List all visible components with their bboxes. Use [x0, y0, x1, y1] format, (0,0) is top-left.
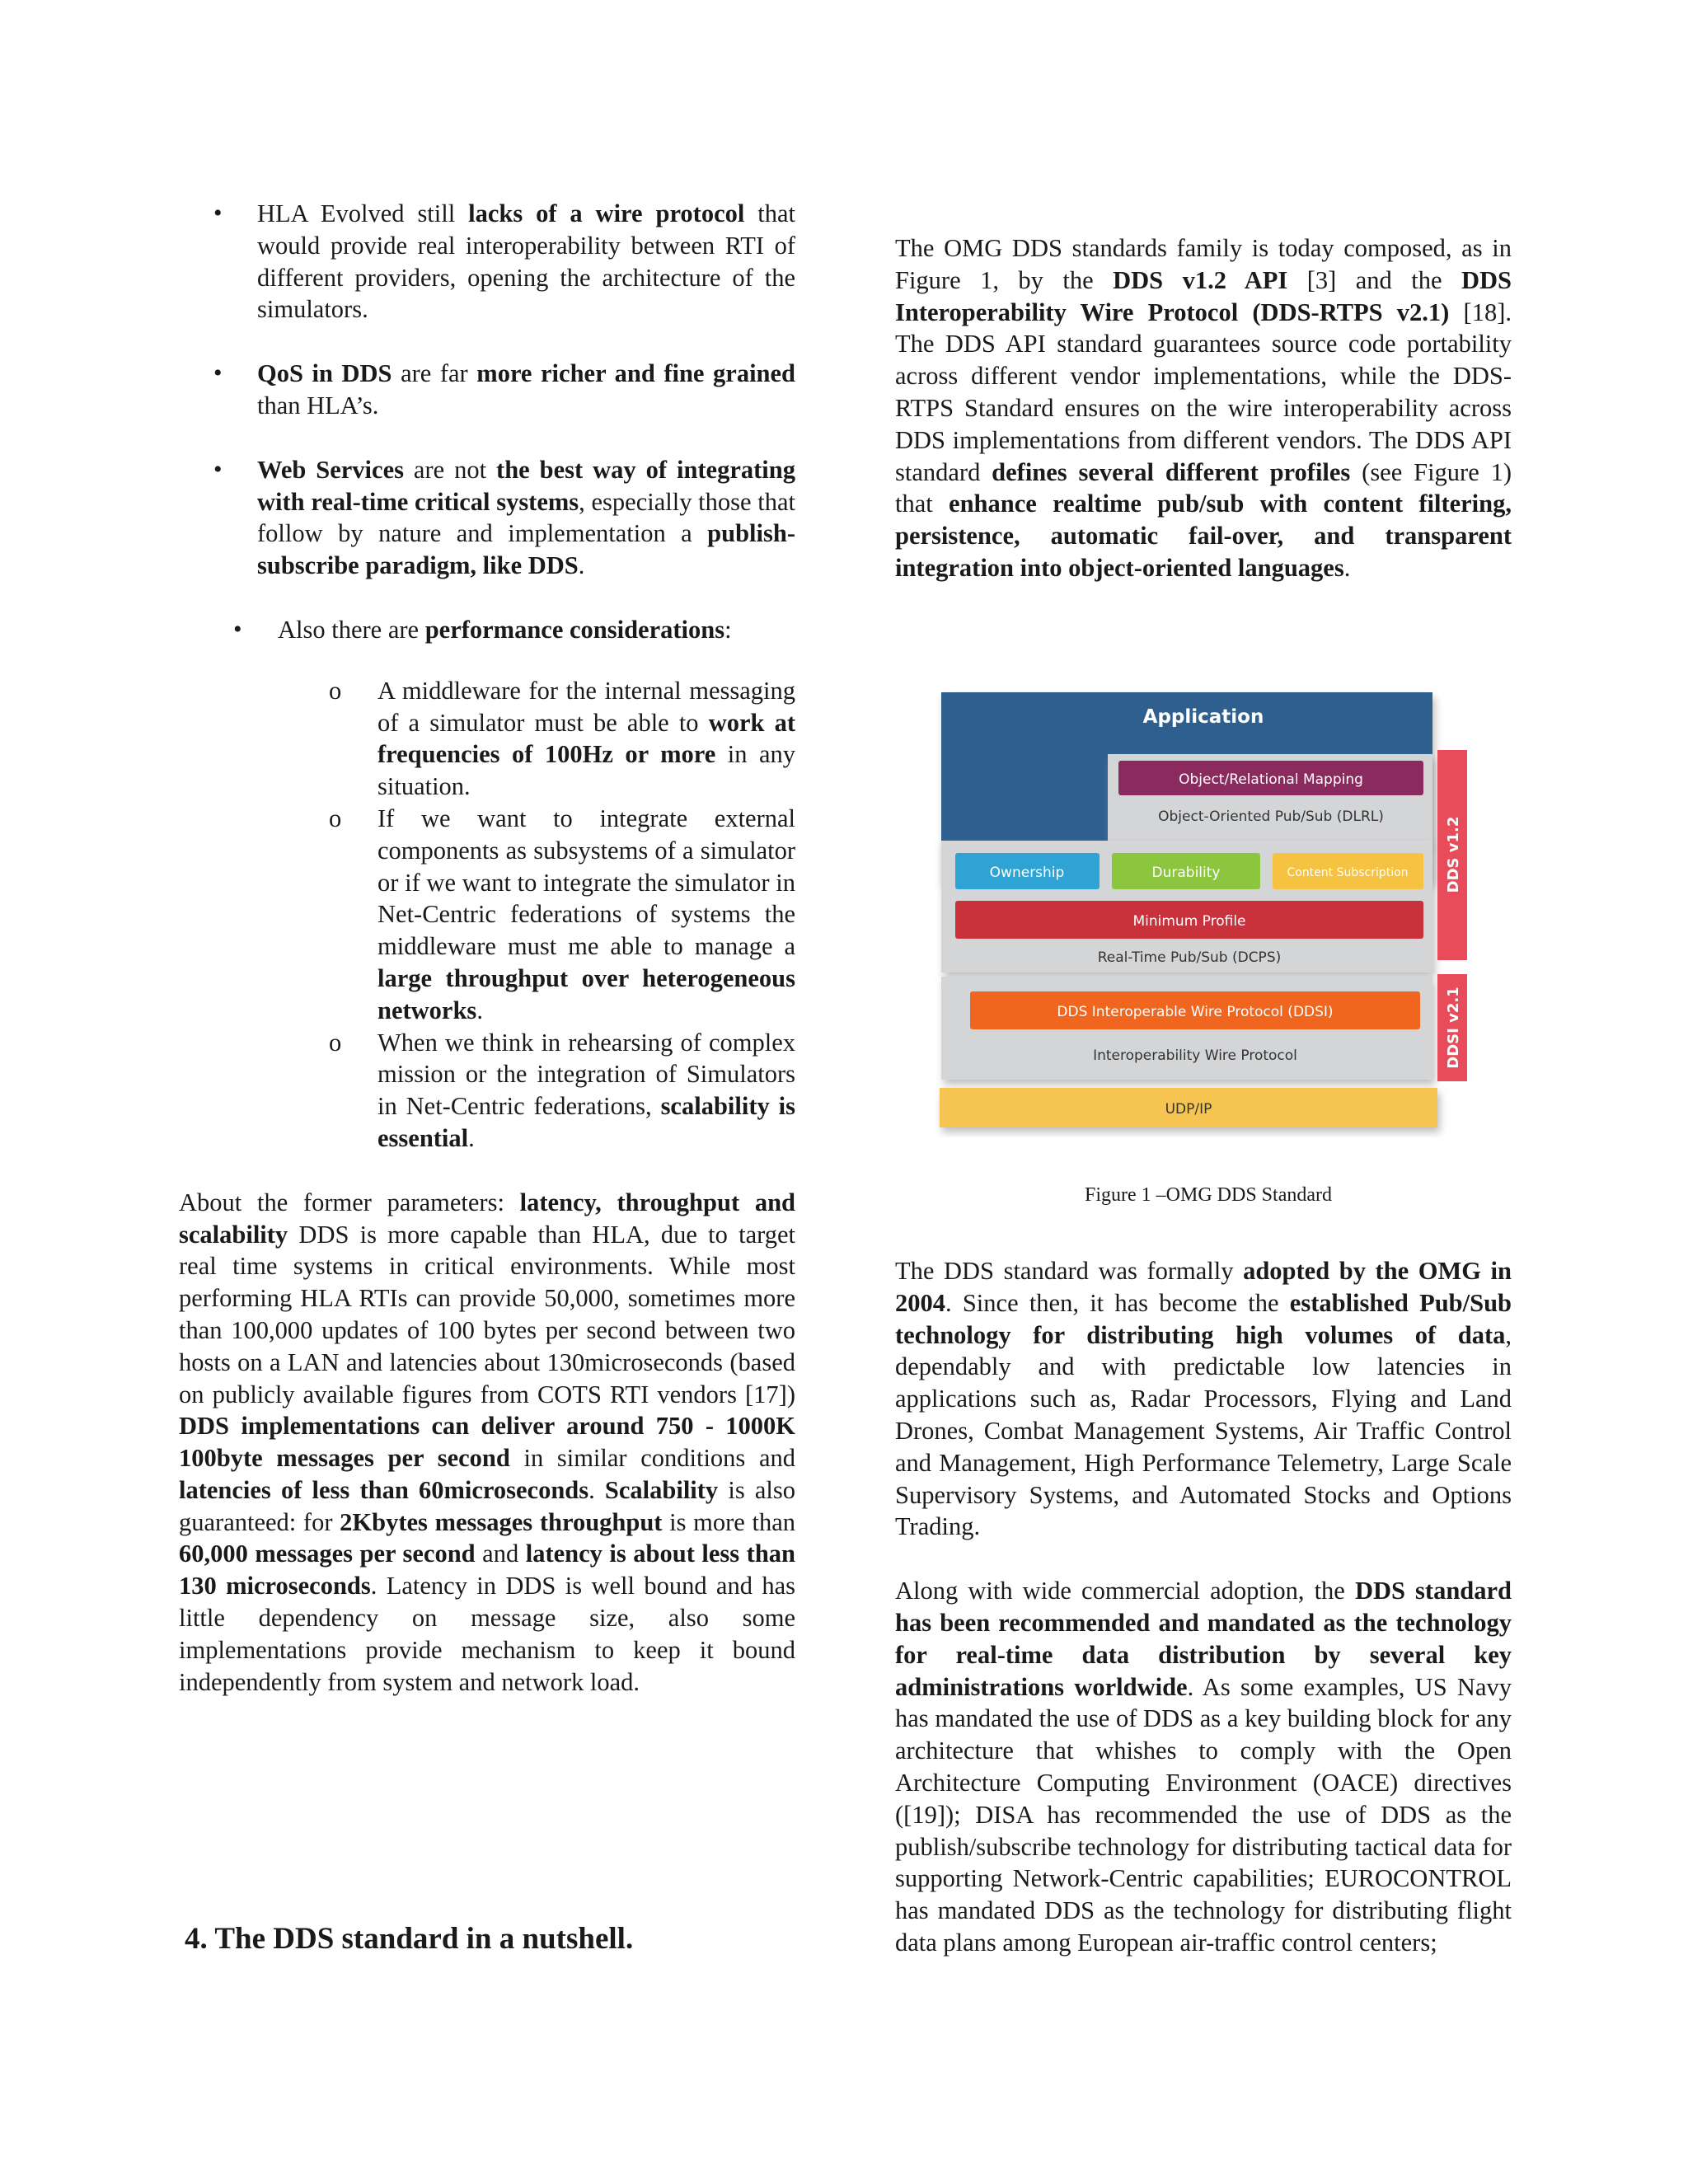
text: When we think in rehearsing of complex mission or the integration of Simulators in Net-Centric federations, [377, 1028, 795, 1121]
iwp-label: Interoperability Wire Protocol [1093, 1047, 1297, 1064]
text: . As some examples, US Navy has mandated the use of DDS as a key building block for any architecture that whishes to comply with the Open Architecture Computing Environment (OACE) directives ([19]); DISA has recommended the use of DDS as the publish/subscribe technology for distributing tactical data for supporting Network-Centric capabilities; EUROCONTROL has mandated DDS as the technology for distributing flight data plans among European air-traffic control centers; [895, 1672, 1512, 1957]
dds-stack-diagram [933, 676, 1469, 1179]
application-label: Application [1142, 706, 1264, 728]
paragraph-latency-throughput [179, 1187, 795, 1699]
sub-bullet-list [179, 675, 795, 1155]
text: and [475, 1540, 526, 1568]
ddsi-label: DDS Interoperable Wire Protocol (DDSI) [1057, 1004, 1334, 1020]
text: . [1343, 553, 1351, 582]
text: [18]. The DDS API standard guarantees source code portability across different vendor implementations, while the DDS-RTPS Standard ensures on the wire interoperability across DDS implementations from different vendors. The DDS API standard [895, 298, 1512, 486]
text: . [588, 1475, 605, 1504]
dcps-label: Real-Time Pub/Sub (DCPS) [1097, 949, 1282, 966]
right-column-lower [895, 1255, 1512, 1959]
bullet-hla-wire-protocol [179, 198, 795, 326]
bold-text: DDS implementations can deliver around 750 - 1000K 100byte messages per second [179, 1412, 795, 1473]
text: are far [392, 359, 477, 388]
text: HLA Evolved still [257, 199, 469, 227]
bold-text: scalability is essential [377, 1092, 795, 1152]
text: (see Figure 1) that [895, 457, 1512, 518]
bullet-list [179, 198, 795, 646]
paragraph-omg-dds-family [895, 232, 1512, 584]
bold-text: 60,000 messages per second [179, 1540, 476, 1568]
content-subscription-label: Content Subscription [1287, 866, 1409, 879]
section-heading: 4. The DDS standard in a nutshell. [185, 1922, 634, 1956]
bullet-web-services [179, 454, 795, 582]
bold-text: established Pub/Sub technology for distributing high volumes of data [895, 1288, 1512, 1349]
figure-omg-dds-standard [933, 676, 1469, 1179]
text: About the former parameters: [179, 1188, 520, 1216]
orm-label: Object/Relational Mapping [1179, 771, 1363, 788]
text: , especially those that follow by nature and implementation a [257, 487, 795, 548]
dds-v12-label: DDS v1.2 [1445, 816, 1462, 893]
paragraph-dds-adoption [895, 1255, 1512, 1543]
bold-text: defines several different profiles [992, 457, 1351, 486]
text: in similar conditions and [509, 1444, 795, 1473]
paragraph-dds-mandated [895, 1575, 1512, 1959]
bold-text: lacks of a wire protocol [468, 199, 745, 227]
text: , dependably and with predictable low latencies in applications such as, Radar Processors, Flying and Land Drones, Combat Management Systems, Air Traffic Control and Management, High Performance Telemetry, Large Scale Supervisory Systems, and Automated Stocks and Options Trading. [895, 1320, 1512, 1541]
text: than HLA’s. [257, 391, 379, 419]
text: . [468, 1123, 475, 1152]
sub-bullet-frequency [179, 675, 795, 803]
right-column [895, 232, 1512, 584]
bold-text: DDS Interoperability Wire Protocol (DDS-RTPS v2.1) [895, 265, 1512, 326]
dlrl-label: Object-Oriented Pub/Sub (DLRL) [1158, 808, 1384, 825]
text: The OMG DDS standards family is today composed, as in Figure 1, by the [895, 234, 1512, 294]
bold-text: more richer and fine grained [476, 359, 796, 388]
bold-text: publish-subscribe paradigm, like DDS [257, 519, 795, 580]
bold-text: Scalability [604, 1475, 719, 1504]
text: If we want to integrate external components as subsystems of a simulator or if we want to integrate the simulator in Net-Centric federations of systems the middleware must me able to manage a [377, 804, 795, 961]
bold-text: DDS v1.2 API [1113, 265, 1288, 294]
text: Also there are [278, 615, 425, 644]
text: [3] and the [1287, 265, 1461, 294]
text: are not [403, 455, 497, 484]
udp-ip-label: UDP/IP [1165, 1101, 1212, 1118]
text: . [476, 996, 483, 1024]
ddsi-v21-label: DDSI v2.1 [1445, 987, 1462, 1069]
bullet-performance [179, 614, 795, 646]
bullet-qos-in-dds [179, 358, 795, 422]
bold-text: latencies of less than 60microseconds [179, 1475, 589, 1504]
bold-text: 2Kbytes messages throughput [340, 1507, 663, 1536]
text: is more than [662, 1507, 796, 1536]
bold-text: QoS in DDS [257, 359, 392, 388]
minimum-profile-label: Minimum Profile [1132, 913, 1246, 930]
bold-text: work at frequencies of 100Hz or more [377, 708, 795, 769]
text: Along with wide commercial adoption, the [895, 1577, 1355, 1605]
durability-label: Durability [1151, 865, 1221, 881]
text: The DDS standard was formally [895, 1257, 1244, 1285]
text: . [578, 551, 585, 580]
bold-text: enhance realtime pub/sub with content filtering, persistence, automatic fail-over, and transparent integration into object-oriented languages [895, 490, 1512, 582]
bold-text: DDS standard has been recommended and mandated as the technology for real-time data distribution by several key administrations worldwide [895, 1577, 1512, 1701]
bold-text: Web Services [257, 455, 404, 484]
figure-caption: Figure 1 –OMG DDS Standard [1085, 1184, 1332, 1206]
text: that would provide real interoperability between RTI of different providers, opening the architecture of the simulators. [257, 199, 795, 324]
sub-bullet-scalability [179, 1027, 795, 1155]
sub-bullet-throughput [179, 803, 795, 1027]
text: : [724, 615, 732, 644]
bold-text: the best way of integrating with real-time critical systems [257, 455, 795, 516]
ownership-label: Ownership [989, 865, 1065, 881]
left-column [179, 198, 795, 1698]
bold-text: performance considerations [424, 615, 725, 644]
bold-text: large throughput over heterogeneous networks [377, 963, 795, 1024]
text: is also guaranteed: for [179, 1475, 795, 1536]
text: A middleware for the internal messaging of a simulator must be able to [377, 676, 795, 737]
bold-text: latency, throughput and scalability [179, 1188, 796, 1249]
text: . Since then, it has become the [945, 1288, 1290, 1317]
text: in any situation. [377, 740, 796, 801]
bold-text: adopted by the OMG in 2004 [895, 1257, 1512, 1317]
text: DDS is more capable than HLA, due to target real time systems in critical environments. While most performing HLA RTIs can provide 50,000, sometimes more than 100,000 updates of 100 bytes per second between two hosts on a LAN and latencies about 130microseconds (based on publicly available figures from COTS RTI vendors [17]) [179, 1220, 795, 1408]
bold-text: latency is about less than 130 microseconds [179, 1540, 795, 1601]
text: . Latency in DDS is well bound and has little dependency on message size, also some implementations provide mechanism to keep it bound independently from system and network load. [179, 1572, 795, 1696]
